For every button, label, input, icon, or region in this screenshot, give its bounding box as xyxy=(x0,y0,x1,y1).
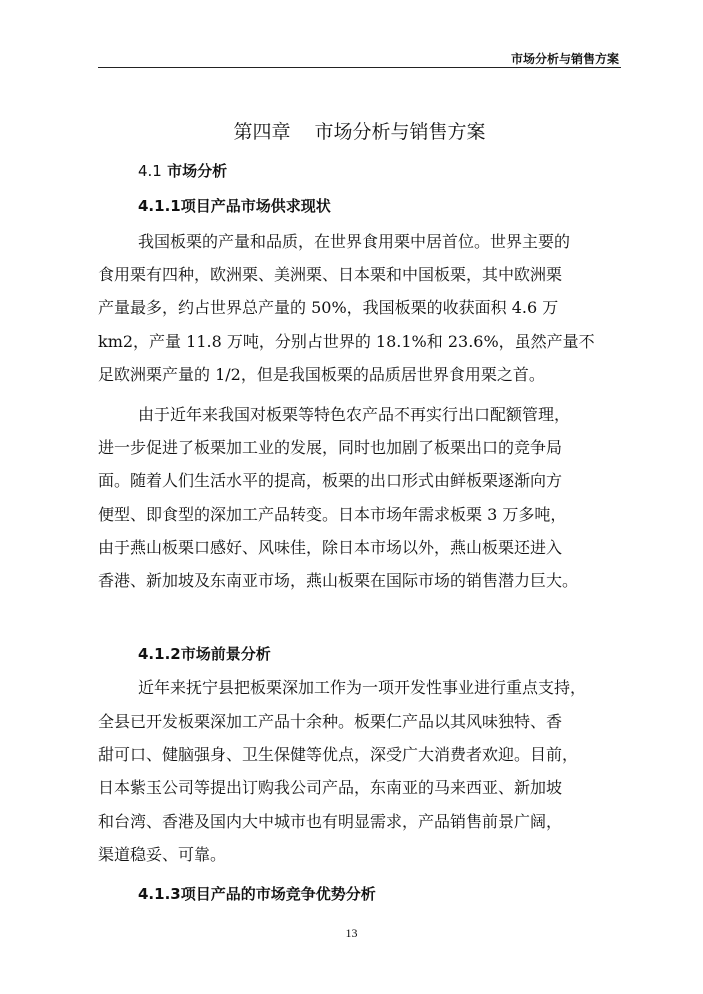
paragraph-line: 面。随着人们生活水平的提高，板栗的出口形式由鲜板栗逐渐向方 xyxy=(98,471,563,490)
paragraph-line: 进一步促进了板栗加工业的发展，同时也加剧了板栗出口的竞争局 xyxy=(98,438,563,457)
header-title: 市场分析与销售方案 xyxy=(510,52,619,66)
paragraph-line: 日本紫玉公司等提出订购我公司产品，东南亚的马来西亚、新加坡 xyxy=(98,778,563,797)
chapter-title xyxy=(98,118,621,146)
chapter-name: 市场分析与销售方案 xyxy=(314,121,486,143)
paragraph-line: 便型、即食型的深加工产品转变。日本市场年需求板栗 3 万多吨， xyxy=(98,505,567,524)
paragraph-line: 渠道稳妥、可靠。 xyxy=(98,845,227,864)
section-4-1-number: 4.1 xyxy=(138,162,162,180)
section-4-1-2-heading: 4.1.2市场前景分析 xyxy=(138,645,271,663)
section-4-1-3-heading: 4.1.3项目产品的市场竞争优势分析 xyxy=(138,885,376,903)
paragraph-line: 全县已开发板栗深加工产品十余种。板栗仁产品以其风味独特、香 xyxy=(98,712,563,731)
section-4-1-1-heading: 4.1.1项目产品市场供求现状 xyxy=(138,197,331,215)
paragraph-line: 产量最多，约占世界总产量的 50%，我国板栗的收获面积 4.6 万 xyxy=(98,298,559,317)
paragraph-line: 由于近年来我国对板栗等特色农产品不再实行出口配额管理， xyxy=(138,405,571,424)
header-divider xyxy=(98,67,621,68)
paragraph-line: 足欧洲栗产量的 1/2，但是我国板栗的品质居世界食用栗之首。 xyxy=(98,365,545,384)
paragraph-line: 由于燕山板栗口感好、风味佳，除日本市场以外，燕山板栗还进入 xyxy=(98,538,563,557)
paragraph-line: 近年来抚宁县把板栗深加工作为一项开发性事业进行重点支持， xyxy=(138,678,587,697)
chapter-number: 第四章 xyxy=(233,121,291,143)
paragraph-line: 食用栗有四种，欧洲栗、美洲栗、日本栗和中国板栗，其中欧洲栗 xyxy=(98,265,563,284)
paragraph-line: 和台湾、香港及国内大中城市也有明显需求，产品销售前景广阔， xyxy=(98,812,563,831)
paragraph-line: 我国板栗的产量和品质，在世界食用栗中居首位。世界主要的 xyxy=(138,232,571,251)
paragraph-line: 香港、新加坡及东南亚市场，燕山板栗在国际市场的销售潜力巨大。 xyxy=(98,571,579,590)
paragraph-line: 甜可口、健脑强身、卫生保健等优点，深受广大消费者欢迎。目前， xyxy=(98,745,579,764)
section-4-1-title: 市场分析 xyxy=(167,162,228,180)
section-4-1-heading xyxy=(138,160,227,182)
page-number: 13 xyxy=(345,926,358,940)
paragraph-line: km2，产量 11.8 万吨，分别占世界的 18.1%和 23.6%，虽然产量不 xyxy=(98,332,595,351)
